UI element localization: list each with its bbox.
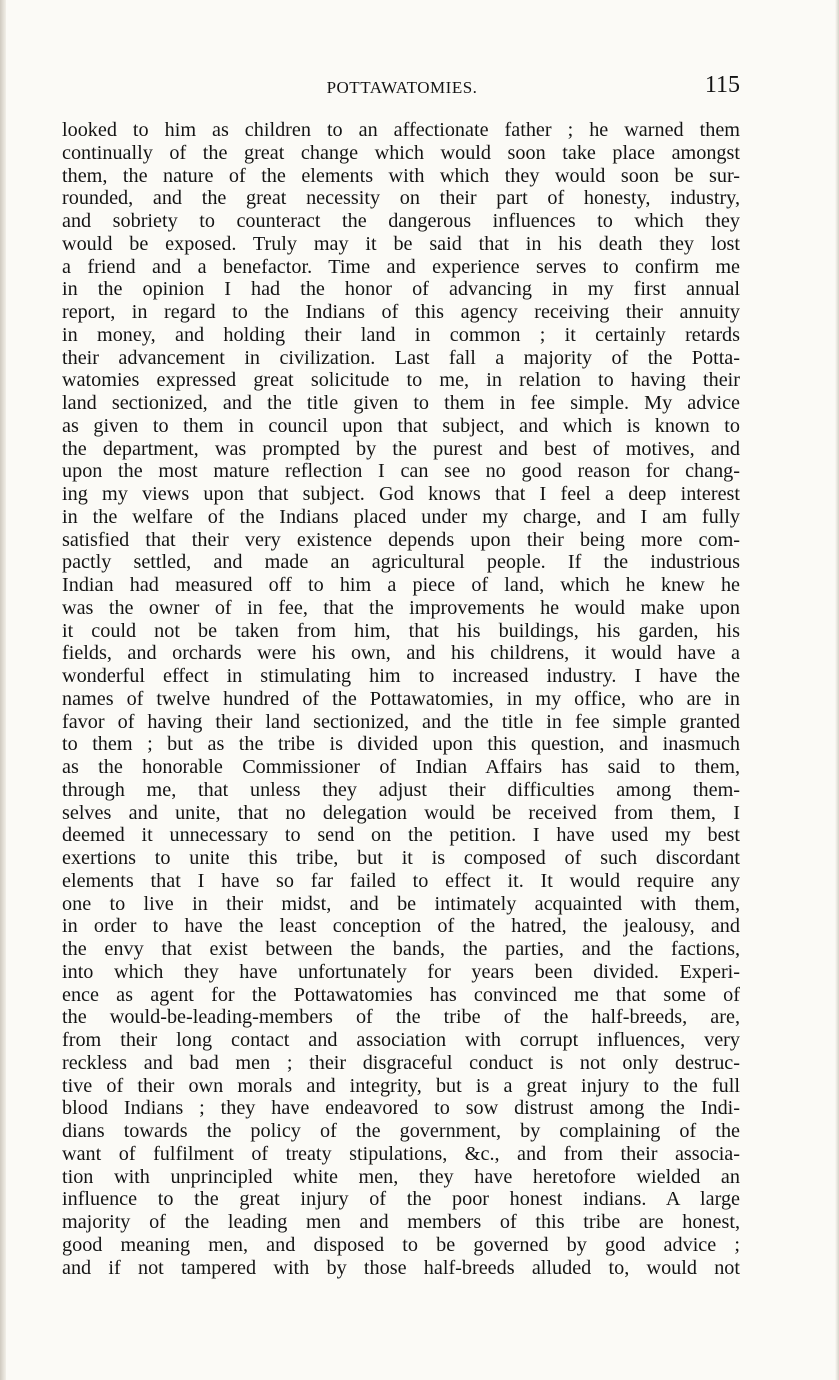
- text-line: rounded, and the great necessity on their part of honesty, industry,: [62, 187, 740, 210]
- text-line: land sectionized, and the title given to them in fee simple. My advice: [62, 392, 740, 414]
- text-line: the department, was prompted by the purest and best of motives, and: [62, 437, 740, 460]
- text-line: elements that I have so far failed to effect it. It would require any: [62, 869, 740, 892]
- text-line: names of twelve hundred of the Pottawatomies, in my office, who are in: [62, 687, 740, 710]
- text-line: looked to him as children to an affectionate father ; he warned them: [62, 119, 740, 141]
- text-line: in money, and holding their land in common ; it certainly retards: [62, 323, 740, 346]
- text-line: into which they have unfortunately for years been divided. Experi-: [62, 960, 740, 983]
- page-gutter-shadow: [0, 0, 6, 1380]
- text-line: good meaning men, and disposed to be governed by good advice ;: [62, 1233, 740, 1256]
- text-line: blood Indians ; they have endeavored to sow distrust among the Indi-: [62, 1097, 740, 1120]
- text-line: would be exposed. Truly may it be said that in his death they lost: [62, 232, 740, 255]
- body-text: [62, 119, 740, 1279]
- text-line: tive of their own morals and integrity, but is a great injury to the full: [62, 1074, 740, 1097]
- page-header: [62, 66, 742, 106]
- text-line: them, the nature of the elements with which they would soon be sur-: [62, 164, 740, 187]
- text-line: a friend and a benefactor. Time and experience serves to confirm me: [62, 255, 740, 278]
- text-line: ence as agent for the Pottawatomies has convinced me that some of: [62, 983, 740, 1006]
- text-line: dians towards the policy of the government, by complaining of the: [62, 1120, 740, 1142]
- page-edge: [835, 0, 839, 1380]
- text-line: pactly settled, and made an agricultural people. If the industrious: [62, 551, 740, 574]
- text-line: continually of the great change which would soon take place amongst: [62, 141, 740, 164]
- text-line: their advancement in civilization. Last fall a majority of the Potta-: [62, 346, 740, 369]
- text-line: and sobriety to counteract the dangerous influences to which they: [62, 210, 740, 232]
- running-head: POTTAWATOMIES.: [326, 78, 478, 97]
- text-line: favor of having their land sectionized, and the title in fee simple granted: [62, 710, 740, 733]
- text-line: fields, and orchards were his own, and his childrens, it would have a: [62, 642, 740, 665]
- text-line: from their long contact and association with corrupt influences, very: [62, 1029, 740, 1051]
- text-line: influence to the great injury of the poor honest indians. A large: [62, 1188, 740, 1211]
- text-line: exertions to unite this tribe, but it is composed of such discordant: [62, 847, 740, 869]
- text-line: Indian had measured off to him a piece of land, which he knew he: [62, 574, 740, 596]
- text-line: upon the most mature reflection I can see no good reason for chang-: [62, 460, 740, 483]
- text-line: the would-be-leading-members of the tribe of the half-breeds, are,: [62, 1006, 740, 1029]
- text-line: the envy that exist between the bands, the parties, and the factions,: [62, 938, 740, 960]
- text-line: was the owner of in fee, that the improvements he would make upon: [62, 596, 740, 619]
- text-line: tion with unprincipled white men, they have heretofore wielded an: [62, 1165, 740, 1188]
- text-line: watomies expressed great solicitude to me, in relation to having their: [62, 369, 740, 392]
- text-line: report, in regard to the Indians of this agency receiving their annuity: [62, 301, 740, 323]
- text-line: in the opinion I had the honor of advancing in my first annual: [62, 278, 740, 301]
- text-line: it could not be taken from him, that his buildings, his garden, his: [62, 619, 740, 642]
- page-number: 115: [704, 72, 740, 98]
- text-line: want of fulfilment of treaty stipulations, &c., and from their associa-: [62, 1142, 740, 1165]
- text-line: deemed it unnecessary to send on the petition. I have used my best: [62, 824, 740, 847]
- text-line: ing my views upon that subject. God knows that I feel a deep interest: [62, 483, 740, 505]
- text-line: majority of the leading men and members of this tribe are honest,: [62, 1211, 740, 1233]
- text-line: as given to them in council upon that subject, and which is known to: [62, 414, 740, 437]
- text-line: through me, that unless they adjust their difficulties among them-: [62, 778, 740, 801]
- text-line: as the honorable Commissioner of Indian Affairs has said to them,: [62, 756, 740, 778]
- text-line: to them ; but as the tribe is divided upon this question, and inasmuch: [62, 733, 740, 756]
- text-line: in order to have the least conception of the hatred, the jealousy, and: [62, 915, 740, 938]
- text-line: reckless and bad men ; their disgraceful conduct is not only destruc-: [62, 1051, 740, 1074]
- text-line: selves and unite, that no delegation would be received from them, I: [62, 801, 740, 824]
- text-line: and if not tampered with by those half-breeds alluded to, would not: [62, 1256, 740, 1279]
- text-line: wonderful effect in stimulating him to increased industry. I have the: [62, 665, 740, 687]
- text-line: satisfied that their very existence depends upon their being more com-: [62, 528, 740, 551]
- text-line: one to live in their midst, and be intimately acquainted with them,: [62, 892, 740, 915]
- text-line: in the welfare of the Indians placed under my charge, and I am fully: [62, 505, 740, 528]
